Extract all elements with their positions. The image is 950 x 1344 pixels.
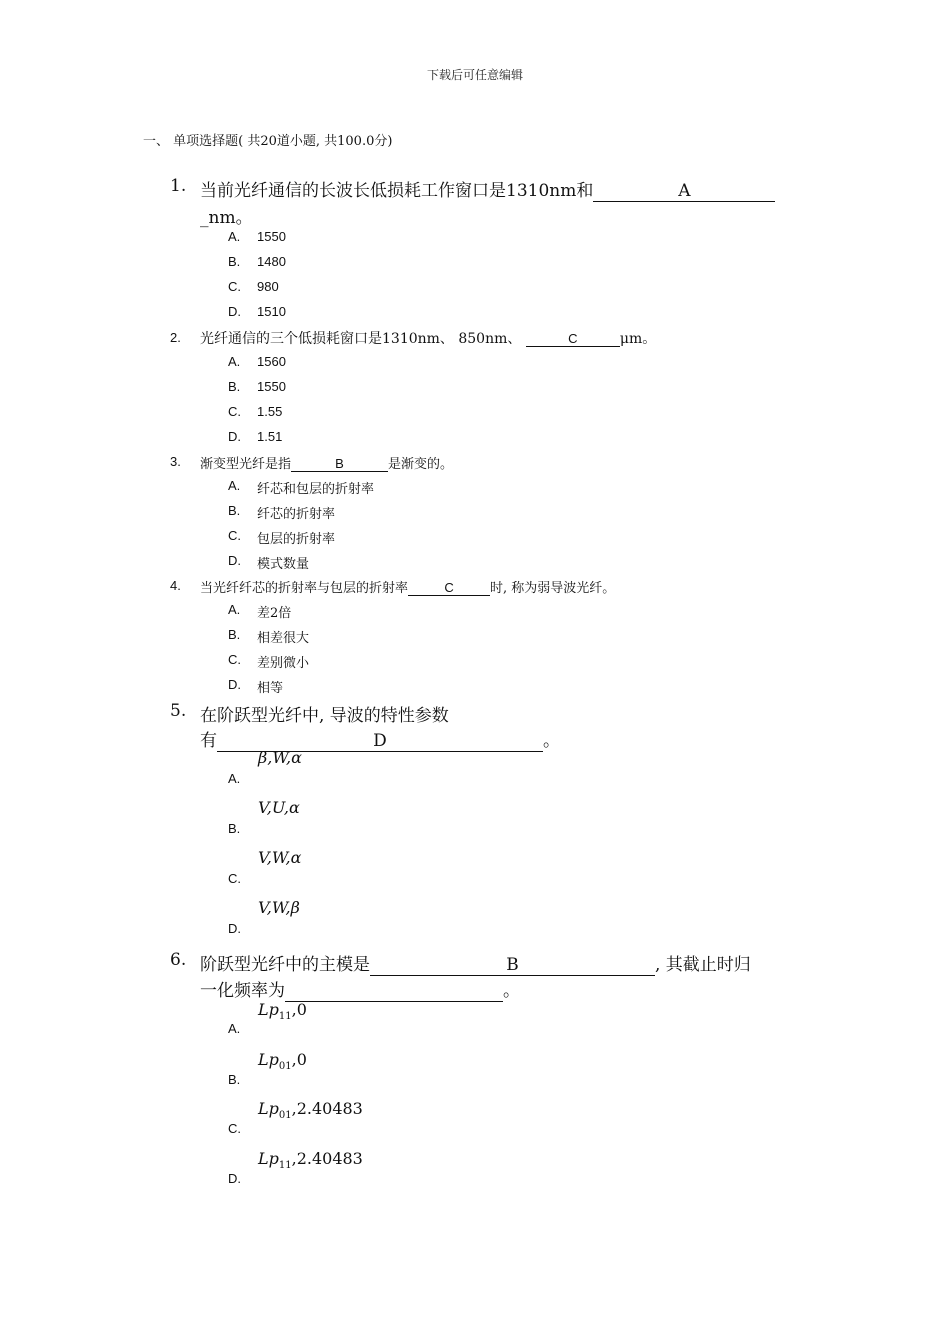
option-text: 相等 xyxy=(257,681,284,696)
option[interactable] xyxy=(0,229,950,249)
option-formula: β,W,α xyxy=(258,748,302,767)
question-text-tail: 是渐变的。 xyxy=(388,457,454,472)
question-number: 5. xyxy=(170,701,187,721)
option-formula: $Lp_{01},0$ xyxy=(258,1050,307,1073)
option-letter: C. xyxy=(228,652,241,667)
option-text: 1.55 xyxy=(257,404,283,419)
question-number: 4. xyxy=(170,578,181,593)
answer-blank-2 xyxy=(285,983,503,1002)
option-formula: V,W,β xyxy=(258,898,300,917)
answer-blank: B xyxy=(370,957,655,976)
option-letter: C. xyxy=(228,1121,241,1136)
question-text-tail: 。 xyxy=(503,981,520,1001)
option[interactable] xyxy=(0,279,950,299)
option-letter: D. xyxy=(228,921,241,936)
answer-blank: C xyxy=(526,332,620,347)
option[interactable] xyxy=(0,553,950,573)
question-text: 一化频率为 xyxy=(200,981,285,1001)
option-letter: C. xyxy=(228,279,241,294)
question-text: 在阶跃型光纤中, 导波的特性参数 xyxy=(200,706,449,726)
option[interactable] xyxy=(0,503,950,523)
option[interactable] xyxy=(0,652,950,672)
option-text: 1560 xyxy=(257,354,286,369)
option-letter: D. xyxy=(228,677,241,692)
option-letter: A. xyxy=(228,602,241,617)
option[interactable] xyxy=(0,379,950,399)
option-formula: $Lp_{01},2.40483$ xyxy=(258,1099,363,1122)
option-letter: D. xyxy=(228,1171,241,1186)
question-text: 当光纤纤芯的折射率与包层的折射率 xyxy=(200,581,409,596)
option-letter: A. xyxy=(228,1021,241,1036)
option-text: 纤芯的折射率 xyxy=(257,507,336,522)
option-letter: B. xyxy=(228,821,241,836)
question-text-tail: _nm。 xyxy=(200,208,253,228)
option-formula: V,W,α xyxy=(258,848,302,867)
question-number: 3. xyxy=(170,454,181,469)
option[interactable] xyxy=(0,478,950,498)
option[interactable] xyxy=(0,404,950,424)
option-letter: D. xyxy=(228,429,241,444)
option[interactable] xyxy=(0,677,950,697)
option-text: 纤芯和包层的折射率 xyxy=(257,482,375,497)
option[interactable] xyxy=(0,627,950,647)
option-letter: C. xyxy=(228,871,241,886)
option-letter: C. xyxy=(228,528,241,543)
option-text: 模式数量 xyxy=(257,557,310,572)
option-text: 1480 xyxy=(257,254,286,269)
option-formula: $Lp_{11},0$ xyxy=(258,1000,307,1023)
option-text: 1550 xyxy=(257,229,286,244)
option[interactable] xyxy=(0,354,950,374)
option-letter: D. xyxy=(228,304,241,319)
option-letter: A. xyxy=(228,354,241,369)
question-text: 当前光纤通信的长波长低损耗工作窗口是1310nm和 xyxy=(200,181,594,201)
question-text-tail: μm。 xyxy=(619,331,657,347)
option-formula: $Lp_{11},2.40483$ xyxy=(258,1149,363,1172)
question-text: 渐变型光纤是指 xyxy=(200,457,292,472)
option[interactable] xyxy=(0,429,950,449)
option-text: 差2倍 xyxy=(257,606,292,621)
question-number: 2. xyxy=(170,330,181,345)
option[interactable] xyxy=(0,304,950,324)
answer-blank: B xyxy=(291,457,388,472)
option[interactable] xyxy=(0,528,950,548)
question-text-tail: 时, 称为弱导波光纤。 xyxy=(490,581,616,596)
question-text: , 其截止时归 xyxy=(655,955,751,975)
option-text: 1550 xyxy=(257,379,286,394)
option-letter: B. xyxy=(228,254,241,269)
page-header: 下载后可任意编辑 xyxy=(426,68,523,82)
option-text: 差别微小 xyxy=(257,656,310,671)
option[interactable] xyxy=(0,602,950,622)
option-letter: A. xyxy=(228,478,241,493)
option-letter: B. xyxy=(228,503,241,518)
option-letter: A. xyxy=(228,229,241,244)
question-number: 1. xyxy=(170,176,187,196)
question-text: 有 xyxy=(200,731,217,751)
answer-blank: A xyxy=(593,183,775,202)
question-text: 光纤通信的三个低损耗窗口是1310nm、 850nm、 xyxy=(200,331,522,347)
option-letter: D. xyxy=(228,553,241,568)
question-number: 6. xyxy=(170,950,187,970)
option-text: 1.51 xyxy=(257,429,283,444)
option-text: 包层的折射率 xyxy=(257,532,336,547)
option-letter: B. xyxy=(228,379,241,394)
question-text-tail: 。 xyxy=(543,731,560,751)
option-text: 相差很大 xyxy=(257,631,310,646)
option-letter: B. xyxy=(228,627,241,642)
section-title: 一、 单项选择题( 共20道小题, 共100.0分) xyxy=(143,134,393,149)
option-text: 1510 xyxy=(257,304,286,319)
option-letter: C. xyxy=(228,404,241,419)
answer-blank: D xyxy=(217,733,543,752)
answer-blank: C xyxy=(408,581,490,596)
option-formula: V,U,α xyxy=(258,798,300,817)
question-text: 阶跃型光纤中的主模是 xyxy=(200,955,370,975)
option-text: 980 xyxy=(257,279,279,294)
option-letter: B. xyxy=(228,1072,241,1087)
option[interactable] xyxy=(0,254,950,274)
option-letter: A. xyxy=(228,771,241,786)
